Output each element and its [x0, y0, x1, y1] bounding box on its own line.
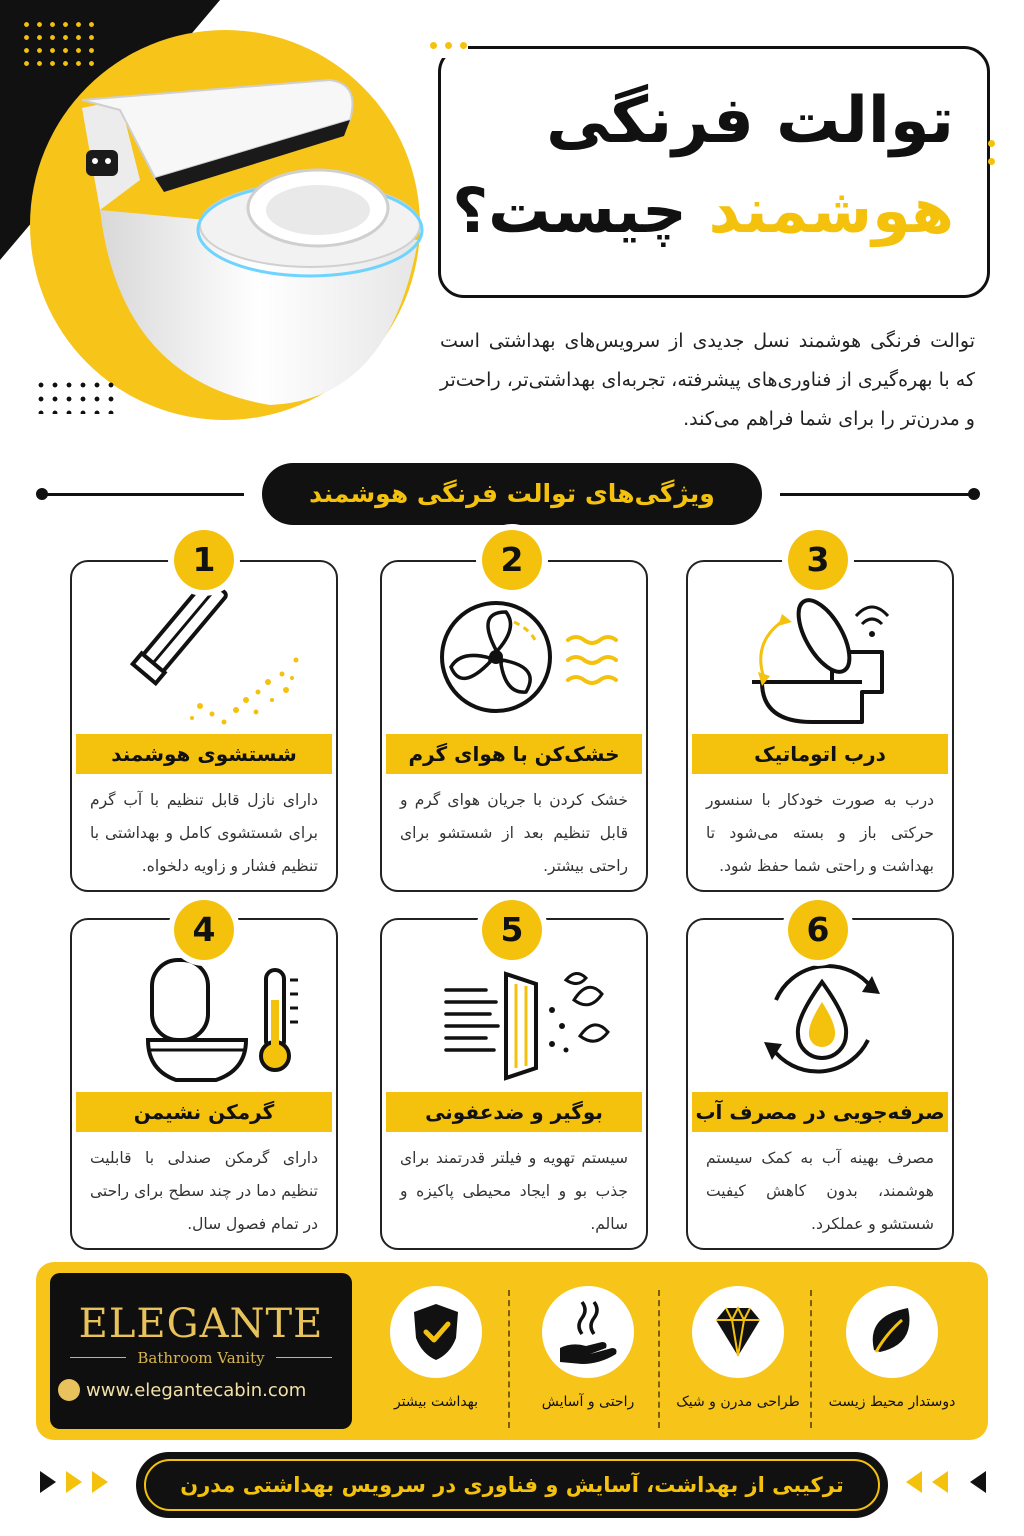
smart-toilet-image — [60, 60, 440, 420]
feature-desc-1: دارای نازل قابل تنظیم با آب گرم برای شستشوی کامل و بهداشتی با تنظیم فشار و زاویه دلخواه. — [90, 791, 318, 875]
benefit-divider — [658, 1290, 660, 1428]
feature-card-4 — [70, 918, 338, 1250]
fan-warm-air-icon — [406, 582, 626, 732]
brand-name: ELEGANTE — [78, 1301, 324, 1347]
feature-desc-4: دارای گرمکن صندلی با قابلیت تنظیم دما در چند سطح برای راحتی در تمام فصول سال. — [90, 1149, 318, 1233]
title-highlight: هوشمند — [708, 174, 954, 247]
benefit-label: دوستدار محیط زیست — [828, 1394, 956, 1410]
feature-desc-2: خشک کردن با جریان هوای گرم و قابل تنظیم بعد از شستشو برای راحتی بیشتر. — [400, 791, 628, 875]
page-title-line1: توالت فرنگی — [546, 84, 954, 158]
benefit-comfort — [518, 1282, 658, 1432]
feature-card-6 — [686, 918, 954, 1250]
feature-card-3 — [686, 560, 954, 892]
feature-number-6: 6 — [788, 900, 848, 960]
shield-check-icon — [390, 1286, 482, 1378]
benefit-divider — [810, 1290, 812, 1428]
brand-tagline: Bathroom Vanity — [137, 1349, 265, 1367]
water-saving-icon — [712, 940, 932, 1090]
feature-card-2 — [380, 560, 648, 892]
globe-icon — [58, 1379, 80, 1401]
benefit-divider — [508, 1290, 510, 1428]
title-question: چیست؟ — [452, 174, 687, 247]
title-dot — [988, 140, 995, 147]
header-line-right — [780, 493, 976, 496]
deodorizer-filter-icon — [406, 940, 626, 1090]
feature-number-5: 5 — [482, 900, 542, 960]
auto-lid-icon — [712, 582, 932, 732]
feature-card-1 — [70, 560, 338, 892]
feature-desc-3: درب به صورت خودکار با سنسور حرکتی باز و بسته می‌شود تا بهداشت و راحتی شما حفظ شود. — [706, 791, 934, 875]
feature-desc-5: سیستم تهویه و فیلتر قدرتمند برای جذب بو و ایجاد محیطی پاکیزه و سالم. — [400, 1149, 628, 1233]
benefit-eco — [822, 1282, 962, 1432]
title-dot — [445, 42, 452, 49]
arrows-right-icon — [900, 1467, 990, 1497]
brand-logo — [50, 1273, 352, 1429]
diamond-icon — [692, 1286, 784, 1378]
feature-title-5: بوگیر و ضدعفونی — [386, 1092, 642, 1132]
feature-title-1: شستشوی هوشمند — [76, 734, 332, 774]
brand-website[interactable] — [58, 1379, 306, 1401]
title-dot — [988, 158, 995, 165]
arrows-left-icon — [36, 1467, 126, 1497]
feature-number-3: 3 — [788, 530, 848, 590]
nozzle-spray-icon — [96, 582, 316, 732]
feature-title-6: صرفه‌جویی در مصرف آب — [692, 1092, 948, 1132]
page-title-line2 — [452, 174, 954, 247]
header-line-left — [44, 493, 244, 496]
hand-steam-icon — [542, 1286, 634, 1378]
benefit-label: راحتی و آسایش — [541, 1394, 635, 1410]
brand-url: www.elegantecabin.com — [86, 1379, 307, 1401]
benefit-label: بهداشت بیشتر — [393, 1394, 479, 1410]
leaf-icon — [846, 1286, 938, 1378]
benefit-design — [668, 1282, 808, 1432]
benefit-label: طراحی مدرن و شیک — [676, 1394, 800, 1410]
footer-text: ترکیبی از بهداشت، آسایش و فناوری در سرویس بهداشتی مدرن — [144, 1459, 880, 1511]
feature-number-2: 2 — [482, 530, 542, 590]
benefit-hygiene — [366, 1282, 506, 1432]
feature-desc-6: مصرف بهینه آب به کمک سیستم هوشمند، بدون کاهش کیفیت شستشو و عملکرد. — [706, 1149, 934, 1233]
title-dot — [430, 42, 437, 49]
features-header: ویژگی‌های توالت فرنگی هوشمند — [262, 463, 762, 525]
feature-title-3: درب اتوماتیک — [692, 734, 948, 774]
feature-title-2: خشک‌کن با هوای گرم — [386, 734, 642, 774]
feature-title-4: گرمکن نشیمن — [76, 1092, 332, 1132]
feature-number-4: 4 — [174, 900, 234, 960]
feature-card-5 — [380, 918, 648, 1250]
heated-seat-icon — [96, 940, 316, 1090]
header-dot-right — [968, 488, 980, 500]
title-dot — [460, 42, 467, 49]
intro-paragraph: توالت فرنگی هوشمند نسل جدیدی از سرویس‌های بهداشتی است که با بهره‌گیری از فناوری‌های پیشرفته، تجربه‌ای بهداشتی‌تر، راحت‌تر و مدرن‌تر را برای شما فراهم می‌کند. — [440, 330, 975, 430]
feature-number-1: 1 — [174, 530, 234, 590]
